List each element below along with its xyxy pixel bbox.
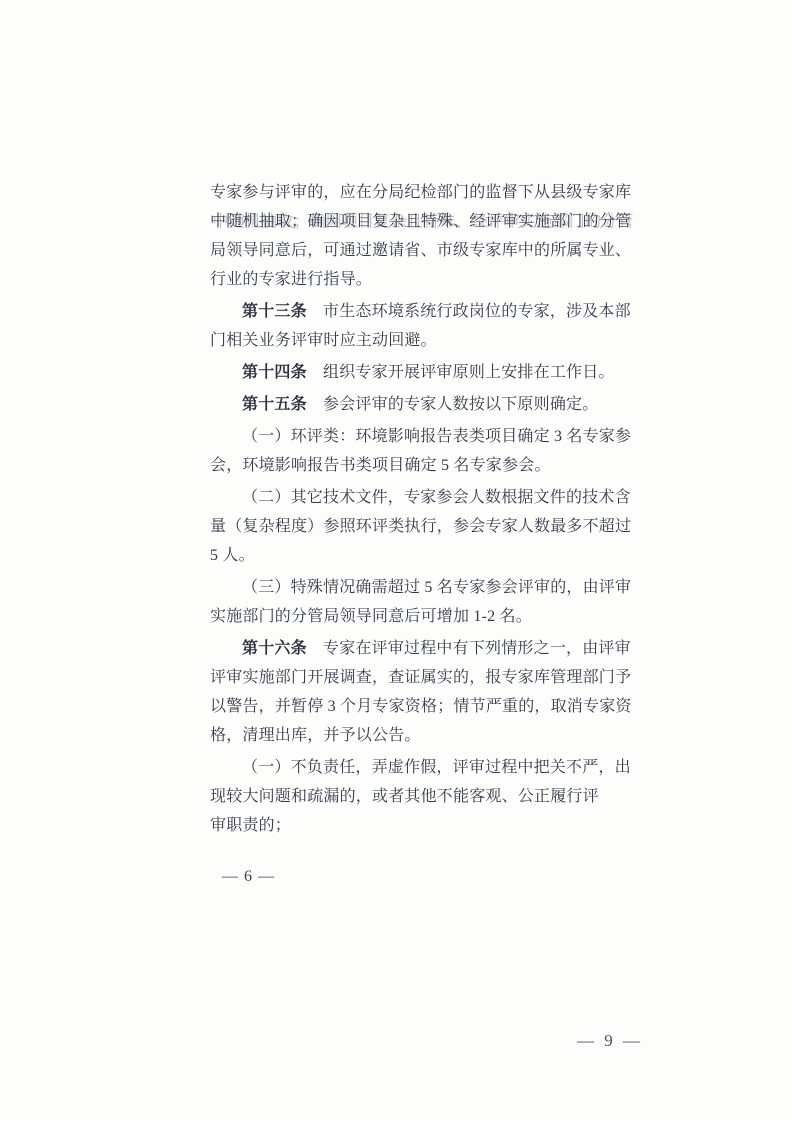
text-line: 中随机抽取；确因项目复杂且特殊、经评审实施部门的分管 <box>210 213 632 230</box>
article-number: 第十四条 <box>242 364 307 381</box>
doc-page-number: — 6 — <box>222 868 275 885</box>
text-line: （一）环评类：环境影响报告表类项目确定 3 名专家参 <box>242 428 632 445</box>
text-line: 专家参与评审的，应在分局纪检部门的监督下从县级专家库 <box>210 184 632 201</box>
text-line: 第十六条 专家在评审过程中有下列情形之一，由评审 <box>242 640 631 657</box>
text-line: 局领导同意后，可通过邀请省、市级专家库中的所属专业、 <box>210 242 632 259</box>
text-line: 第十五条 参会评审的专家人数按以下原则确定。 <box>242 396 599 413</box>
text-line: 审职责的； <box>210 817 292 834</box>
pdf-page-number: — 9 — <box>577 1031 643 1050</box>
text-line: 实施部门的分管局领导同意后可增加 1-2 名。 <box>210 608 532 625</box>
text-line: （二）其它技术文件，专家参会人数根据文件的技术含 <box>242 489 631 506</box>
article-number: 第十三条 <box>242 303 307 320</box>
text-line: （三）特殊情况确需超过 5 名专家参会评审的，由评审 <box>242 579 632 596</box>
text-line: 5 人。 <box>210 547 255 564</box>
text-line: 量（复杂程度）参照环评类执行，参会专家人数最多不超过 <box>210 518 632 535</box>
text-line: 第十四条 组织专家开展评审原则上安排在工作日。 <box>242 364 615 381</box>
document-body <box>210 178 634 840</box>
text-line: 会，环境影响报告书类项目确定 5 名专家参会。 <box>210 457 551 474</box>
text-line: （一）不负责任，弄虚作假，评审过程中把关不严，出 <box>242 759 631 776</box>
text-line: 第十三条 市生态环境系统行政岗位的专家，涉及本部 <box>242 303 631 320</box>
article-number: 第十五条 <box>242 396 307 413</box>
text-line: 现较大问题和疏漏的，或者其他不能客观、公正履行评 <box>210 788 599 805</box>
text-line: 行业的专家进行指导。 <box>210 271 373 288</box>
text-line: 以警告，并暂停 3 个月专家资格；情节严重的，取消专家资 <box>210 698 632 715</box>
text-line: 评审实施部门开展调查，查证属实的，报专家库管理部门予 <box>210 669 632 686</box>
text-line: 格，清理出库，并予以公告。 <box>210 727 421 744</box>
text-line: 门相关业务评审时应主动回避。 <box>210 332 437 349</box>
article-number: 第十六条 <box>242 640 307 657</box>
